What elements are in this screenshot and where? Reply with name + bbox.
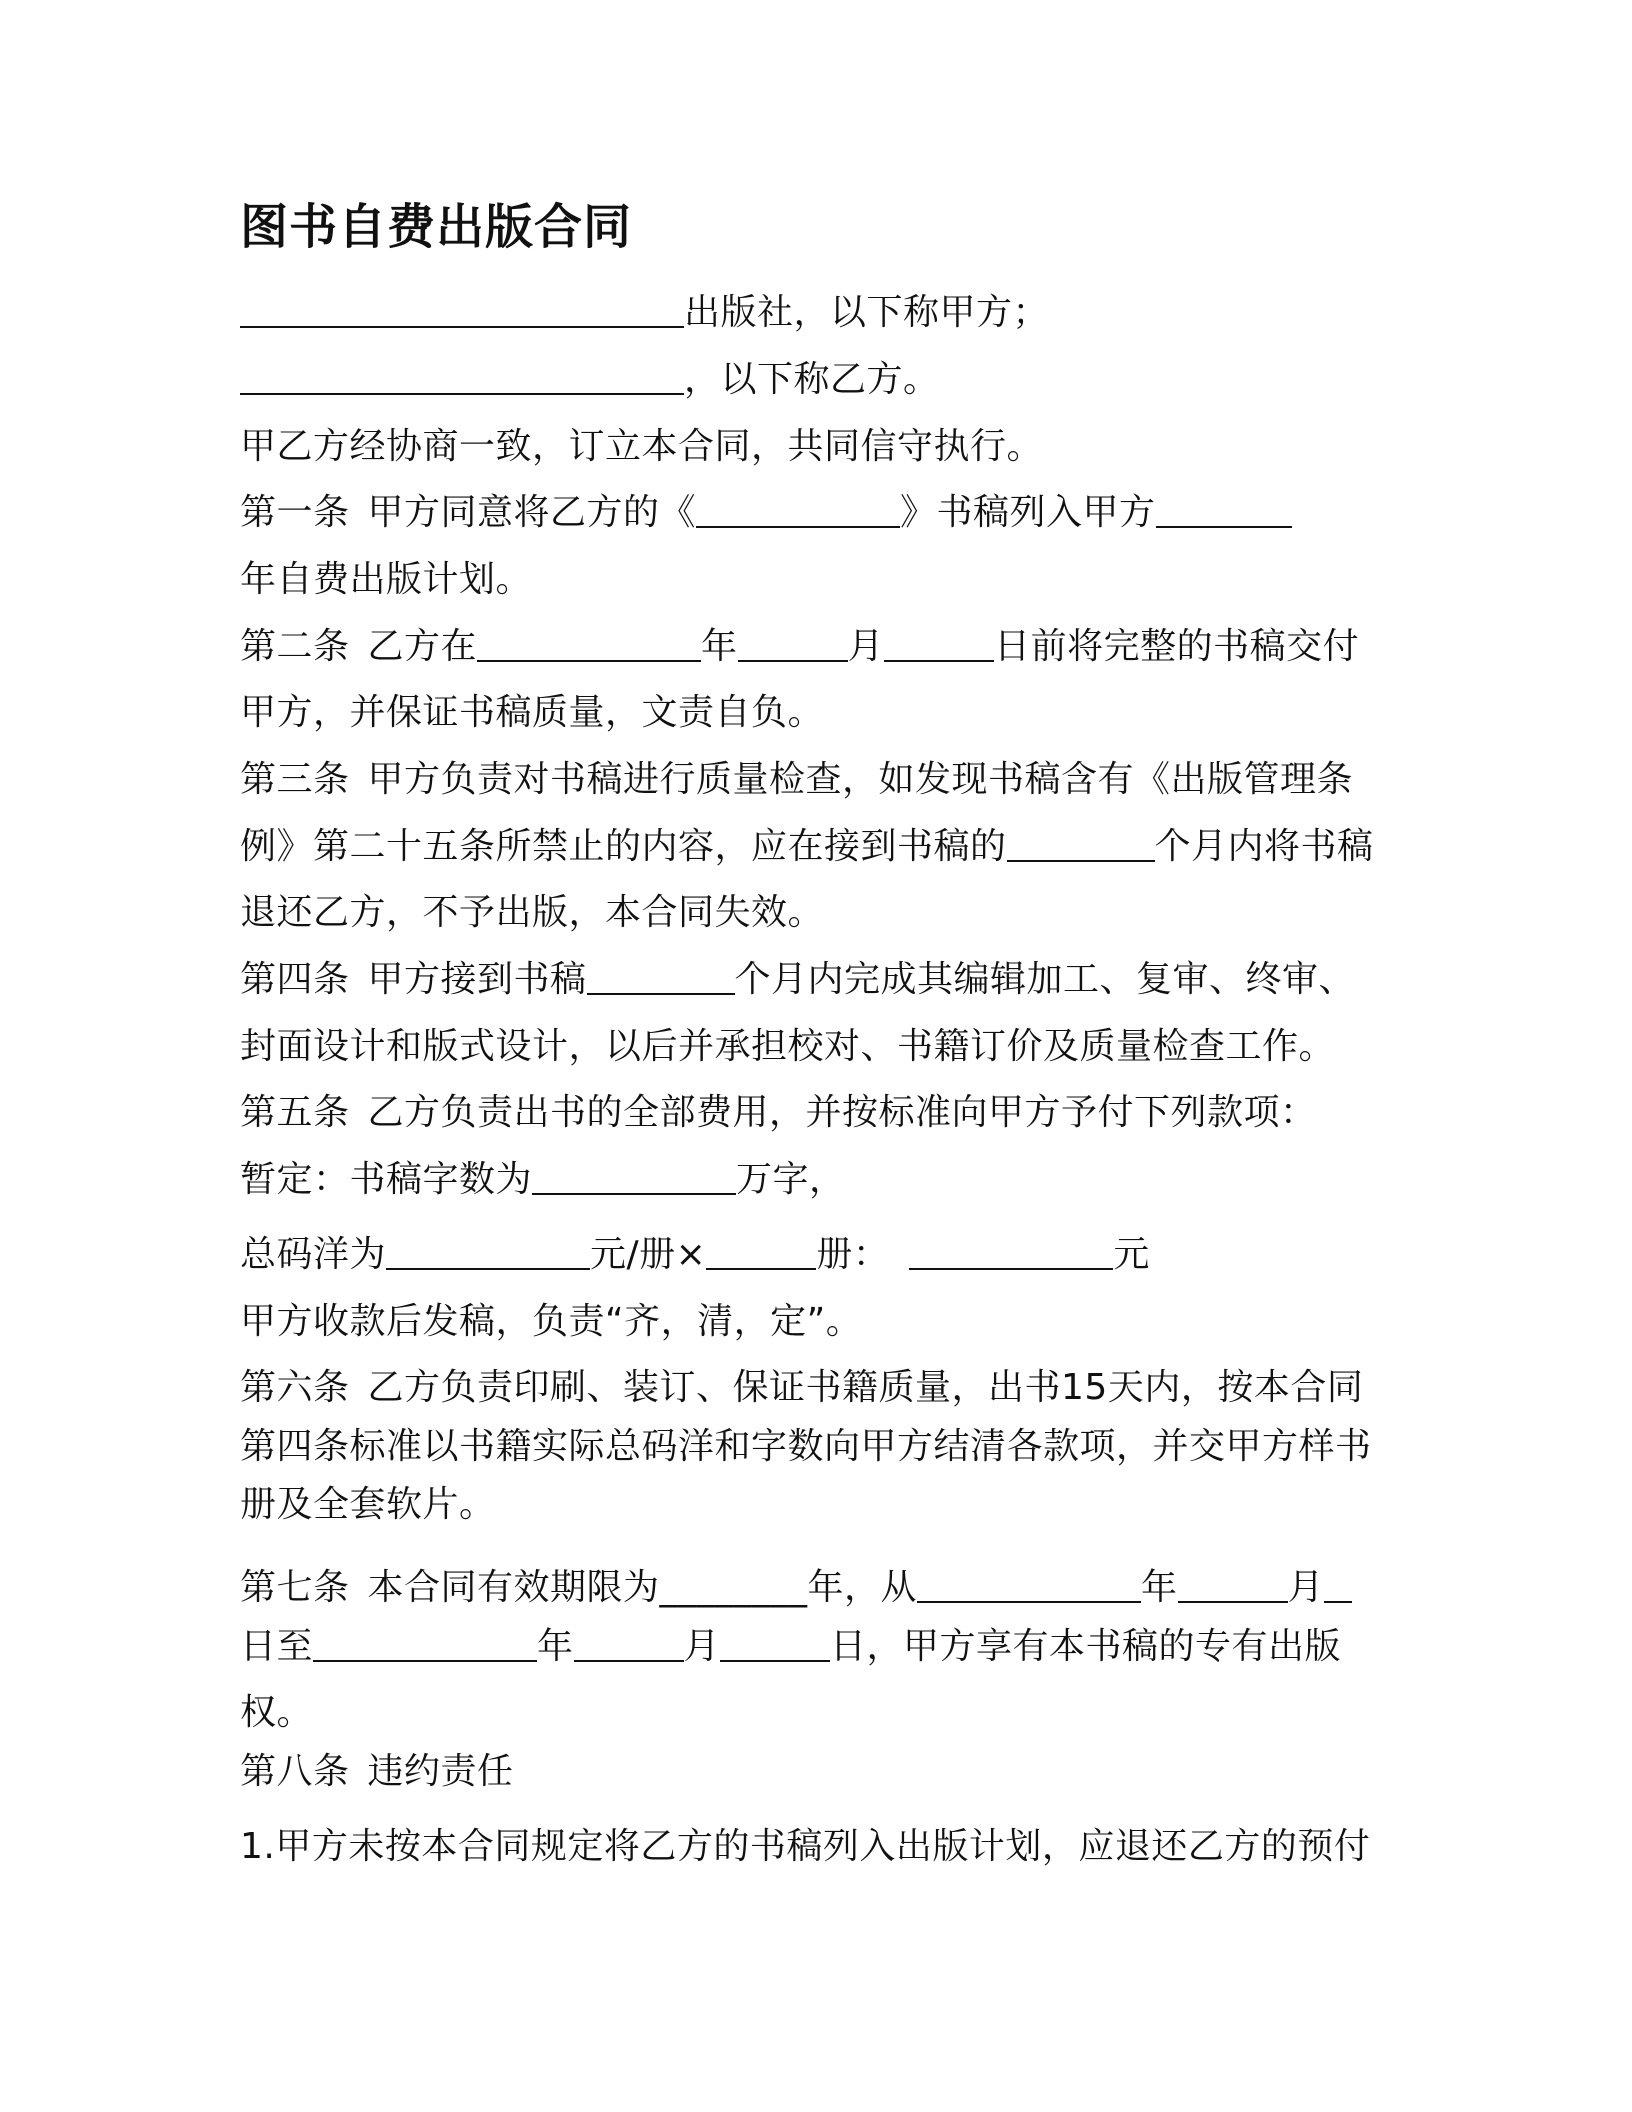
end-year-blank[interactable] — [313, 1622, 537, 1662]
document-title: 图书自费出版合同 — [240, 199, 633, 255]
word-count-blank[interactable] — [532, 1155, 736, 1195]
delivery-year-blank[interactable] — [477, 622, 701, 662]
party-a-name-blank[interactable] — [240, 288, 684, 328]
article-3-text-a: 甲方负责对书稿进行质量检查，如发现书稿含有《出版管理条 — [367, 759, 1354, 800]
article-5-text-b: 甲方收款后发稿，负责“齐，清，定”。 — [240, 1301, 863, 1342]
end-month-blank[interactable] — [574, 1622, 684, 1662]
unit-price-label: 元/册× — [590, 1234, 707, 1275]
delivery-month-blank[interactable] — [738, 622, 848, 662]
preamble-line — [240, 422, 1043, 472]
article-6-text-c: 册及全套软片。 — [240, 1484, 496, 1525]
total-price-label: 总码洋为 — [240, 1234, 387, 1275]
word-count-unit: 万字， — [736, 1159, 846, 1200]
article-2-line-1 — [240, 622, 1359, 672]
article-6-text-b: 第四条标准以书籍实际总码洋和字数向甲方结清各款项，并交甲方样书 — [240, 1426, 1372, 1467]
article-7-text-b: 日，甲方享有本书稿的专有出版 — [830, 1626, 1342, 1667]
article-2-text-a: 乙方在 — [367, 626, 478, 667]
article-4-heading: 第四条 — [240, 959, 350, 1000]
article-2-text-b: 日前将完整的书稿交付 — [994, 626, 1360, 667]
end-prefix: 日至 — [240, 1626, 314, 1667]
copies-blank[interactable] — [706, 1230, 816, 1270]
start-month-blank[interactable] — [1178, 1563, 1288, 1603]
article-3-line-2 — [240, 822, 1374, 872]
article-6-line-3 — [240, 1480, 496, 1530]
article-7-text-a: 本合同有效期限为________年，从 — [367, 1567, 918, 1608]
article-4-line-2 — [240, 1022, 1335, 1072]
start-month-label: 月 — [1287, 1567, 1325, 1608]
party-b-text: ，以下称乙方。 — [684, 359, 940, 400]
preamble-text: 甲乙方经协商一致，订立本合同，共同信守执行。 — [240, 426, 1044, 467]
article-2-line-2 — [240, 688, 824, 738]
article-1-line-1 — [240, 488, 1292, 538]
party-a-text: 出版社，以下称甲方； — [684, 292, 1050, 333]
party-b-line — [240, 355, 940, 405]
end-month-label: 月 — [683, 1626, 721, 1667]
article-5-line-4 — [240, 1297, 862, 1347]
unit-price-blank[interactable] — [386, 1230, 590, 1270]
start-year-label: 年 — [1141, 1567, 1178, 1608]
article-6-heading: 第六条 — [240, 1367, 350, 1408]
article-3-text-d: 退还乙方，不予出版，本合同失效。 — [240, 892, 825, 933]
editing-months-blank[interactable] — [587, 955, 735, 995]
article-8-line-2 — [240, 1822, 1370, 1872]
article-6-text-a: 乙方负责印刷、装订、保证书籍质量，出书15天内，按本合同 — [367, 1367, 1364, 1408]
article-8-line-1 — [240, 1747, 514, 1797]
article-5-line-1 — [240, 1088, 1317, 1138]
article-8-clause-1: 1.甲方未按本合同规定将乙方的书稿列入出版计划，应退还乙方的预付 — [240, 1826, 1371, 1867]
article-4-text-a: 甲方接到书稿 — [367, 959, 587, 1000]
start-day-blank[interactable] — [1324, 1563, 1352, 1603]
article-1-text-c: 年自费出版计划。 — [240, 559, 533, 600]
article-5-line-3 — [240, 1230, 1150, 1280]
end-day-blank[interactable] — [720, 1622, 830, 1662]
party-b-name-blank[interactable] — [240, 355, 684, 395]
article-8-title: 违约责任 — [367, 1751, 514, 1792]
article-7-text-c: 权。 — [240, 1692, 314, 1733]
start-year-blank[interactable] — [917, 1563, 1141, 1603]
article-6-line-2 — [240, 1422, 1372, 1472]
delivery-day-blank[interactable] — [884, 622, 994, 662]
article-3-line-3 — [240, 888, 824, 938]
article-6-line-1 — [240, 1363, 1363, 1413]
article-1-text-b: 》书稿列入甲方 — [900, 492, 1156, 533]
plan-year-blank[interactable] — [1156, 488, 1292, 528]
article-7-line-3 — [240, 1688, 313, 1738]
article-7-line-1 — [240, 1563, 1352, 1613]
article-4-text-b: 个月内完成其编辑加工、复审、终审、 — [734, 959, 1356, 1000]
article-8-heading: 第八条 — [240, 1751, 350, 1792]
article-2-heading: 第二条 — [240, 626, 350, 667]
end-year-label: 年 — [537, 1626, 574, 1667]
article-5-text-a: 乙方负责出书的全部费用，并按标准向甲方予付下列款项： — [367, 1092, 1317, 1133]
article-4-text-c: 封面设计和版式设计，以后并承担校对、书籍订价及质量检查工作。 — [240, 1026, 1336, 1067]
article-5-heading: 第五条 — [240, 1092, 350, 1133]
party-a-line — [240, 288, 1049, 338]
article-1-line-2 — [240, 555, 532, 605]
book-title-blank[interactable] — [696, 488, 900, 528]
article-7-heading: 第七条 — [240, 1567, 350, 1608]
copies-label: 册： — [816, 1234, 890, 1275]
return-months-blank[interactable] — [1007, 822, 1155, 862]
article-2-text-c: 甲方，并保证书稿质量，文责自负。 — [240, 692, 825, 733]
article-1-heading: 第一条 — [240, 492, 350, 533]
article-3-text-b: 例》第二十五条所禁止的内容，应在接到书稿的 — [240, 826, 1007, 867]
total-amount-unit: 元 — [1113, 1234, 1150, 1275]
year-label: 年 — [701, 626, 738, 667]
article-5-line-2 — [240, 1155, 846, 1205]
article-3-line-1 — [240, 755, 1353, 805]
article-3-text-c: 个月内将书稿 — [1154, 826, 1374, 867]
article-1-text-a: 甲方同意将乙方的《 — [367, 492, 697, 533]
article-7-line-2 — [240, 1622, 1341, 1672]
total-amount-blank[interactable] — [909, 1230, 1113, 1270]
article-3-heading: 第三条 — [240, 759, 350, 800]
article-4-line-1 — [240, 955, 1355, 1005]
month-label: 月 — [847, 626, 885, 667]
word-count-label: 暂定：书稿字数为 — [240, 1159, 533, 1200]
